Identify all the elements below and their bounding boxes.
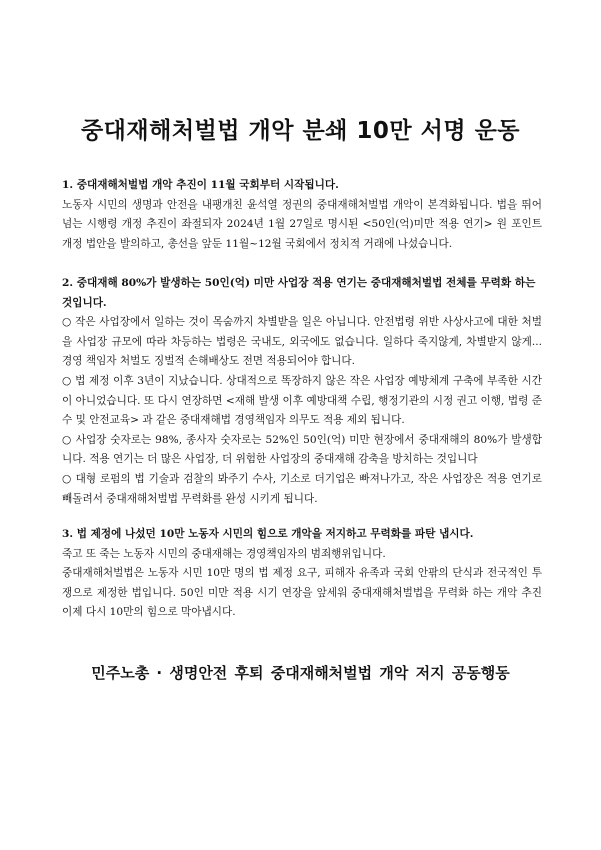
section-1-paragraph-1: 노동자 시민의 생명과 안전을 내팽개친 윤석열 정권의 중대재해처벌법 개악이 본격화됩니다. 법을 뛰어넘는 시행령 개정 추진이 좌절되자 2024년 1월 27일로 명시된 <50인(억)미만 적용 연기> 원 포인트 개정 법안을 발의하고, 총선을 앞둔 11월~12월 국회에서 정치적 거래에 나섰습니다. (62, 198, 542, 250)
section-3 (62, 525, 542, 623)
section-3-heading: 3. 법 제정에 나섰던 10만 노동자 시민의 힘으로 개악을 저지하고 무력화를 파탄 냅시다. (62, 528, 474, 540)
section-2-heading: 2. 중대재해 80%가 발생하는 50인(억) 미만 사업장 적용 연기는 중대재해처벌법 전체를 무력화 하는 것입니다. (62, 277, 536, 309)
section-2-bullet-1: ○ 작은 사업장에서 일하는 것이 목숨까지 차별받을 일은 아닙니다. 안전법령 위반 사상사고에 대한 처벌을 사업장 규모에 따라 차등하는 법령은 국내도, 외국에도 없습니다. 일하다 죽지않게, 차별받지 않게... 경영 책임자 처벌도 징벌적 손해배상도 전면 적용되어야 합니다. (62, 316, 542, 368)
section-2-bullet-4: ○ 대형 로펌의 법 기술과 검찰의 봐주기 수사, 기소로 더기업은 빠져나가고, 작은 사업장은 적용 연기로 빼돌려서 중대재해처벌법 무력화를 완성 시키게 됩니다. (62, 472, 542, 505)
section-2-bullet-2: ○ 법 제정 이후 3년이 지났습니다. 상대적으로 똑장하지 않은 작은 사업장 예방체계 구축에 부족한 시간이 아니었습니다. 또 다시 연장하면 <재해 발생 이후 예방대책 수립, 행정기관의 시정 권고 이행, 법령 준수 및 안전교육> 과 같은 중대재해법 경영책임자 의무도 적용 제외 됩니다. (62, 374, 542, 427)
section-3-paragraph-1: 죽고 또 죽는 노동자 시민의 중대재해는 경영책임자의 범죄행위입니다. (62, 547, 386, 560)
document-footer-signatories: 민주노총 · 생명안전 후퇴 중대재해처벌법 개악 저지 공동행동 (91, 664, 510, 682)
section-1 (62, 176, 542, 254)
section-2-bullet-3: ○ 사업장 숫자로는 98%, 종사자 숫자로는 52%인 50인(억) 미만 현장에서 중대재해의 80%가 발생합니다. 적용 연기는 더 많은 사업장, 더 위험한 사업장의 중대재해 감축을 방치하는 것입니다 (62, 433, 542, 466)
section-3-paragraph-2: 중대재해처벌법은 노동자 시민 10만 명의 법 제정 요구, 피해자 유족과 국회 안팎의 단식과 전국적인 투쟁으로 제정한 법입니다. 50인 미만 적용 시기 연장을 앞세워 중대재해처벌법을 무력화 하는 개악 추진 이제 다시 10만의 힘으로 막아냅시다. (62, 567, 542, 619)
section-1-heading: 1. 중대재해처벌법 개악 추진이 11월 국회부터 시작됩니다. (62, 179, 339, 191)
section-2 (62, 274, 542, 509)
document-title: 중대재해처벌법 개악 분쇄 10만 서명 운동 (80, 118, 521, 144)
